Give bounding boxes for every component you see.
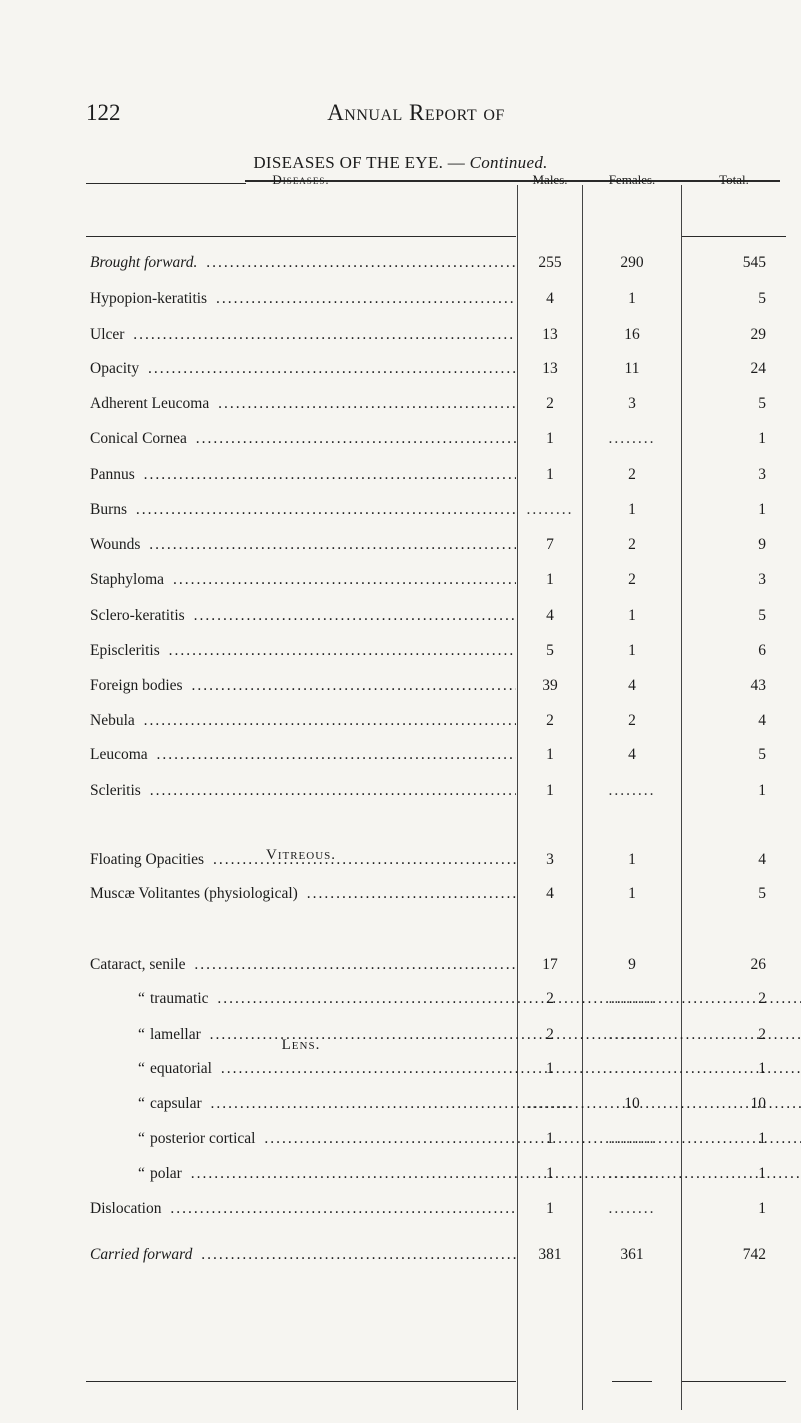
- table-row: [0, 1095, 801, 1123]
- cell-females: 1: [628, 290, 636, 307]
- table-row: [0, 782, 801, 810]
- cell-females: 361: [620, 1246, 644, 1263]
- cell-total-value: 2: [758, 1026, 766, 1043]
- cell-total-value: 1: [758, 501, 766, 518]
- row-label: [90, 326, 516, 344]
- row-label: [138, 1130, 576, 1148]
- cell-males: 39: [542, 677, 558, 694]
- header-rule-totals: [682, 236, 786, 237]
- cell-total: [682, 746, 786, 764]
- row-label: [90, 571, 516, 589]
- cell-total: [682, 1246, 786, 1264]
- row-label: [90, 712, 516, 730]
- cell-total-value: 5: [758, 395, 766, 412]
- cell-total: [682, 677, 786, 695]
- table-row: [0, 1200, 801, 1228]
- cell-total-value: 43: [750, 677, 766, 694]
- row-label: [90, 746, 516, 764]
- row-label-text: Muscæ Volitantes (physiological): [90, 885, 301, 902]
- table-row: [0, 290, 801, 318]
- row-label: [90, 536, 516, 554]
- cell-total-value: 3: [758, 571, 766, 588]
- table-row: [0, 326, 801, 354]
- cell-males: 1: [546, 571, 554, 588]
- cell-total: [682, 607, 786, 625]
- row-label-text: Cataract, senile: [90, 956, 189, 973]
- cell-total-value: 1: [758, 1165, 766, 1182]
- cell-total-value: 1: [758, 1060, 766, 1077]
- page-number: 122: [86, 100, 121, 125]
- row-label: [90, 1246, 516, 1264]
- table-row: [0, 607, 801, 635]
- row-label-text: Nebula: [90, 712, 138, 729]
- running-title: Annual Report of: [327, 100, 505, 125]
- footer-rule-females: [612, 1381, 652, 1382]
- cell-total-value: 6: [758, 642, 766, 659]
- section-heading-lens: Lens.: [281, 1037, 321, 1053]
- cell-females: 3: [628, 395, 636, 412]
- row-label-text: capsular: [150, 1095, 205, 1112]
- row-label: [90, 501, 516, 519]
- row-label: [138, 990, 576, 1008]
- cell-total: [682, 466, 786, 484]
- table-row: [0, 885, 801, 913]
- cell-females: 290: [620, 254, 644, 271]
- row-label: [90, 607, 516, 625]
- cell-males: 3: [546, 851, 554, 868]
- cell-total: [682, 1060, 786, 1078]
- row-label: [90, 956, 516, 974]
- cell-females: 10: [624, 1095, 640, 1112]
- cell-females: 2: [628, 466, 636, 483]
- column-header-total: Total.: [719, 172, 749, 187]
- table-row: [0, 1060, 801, 1088]
- row-label: [90, 885, 516, 903]
- table-row: [0, 395, 801, 423]
- row-label-text: Hypopion-keratitis: [90, 290, 210, 307]
- table-row: [0, 466, 801, 494]
- cell-males: 4: [546, 885, 554, 902]
- cell-total-value: 5: [758, 746, 766, 763]
- cell-total: [682, 885, 786, 903]
- row-label: [90, 430, 516, 448]
- table-row: [0, 712, 801, 740]
- cell-males: 2: [546, 395, 554, 412]
- row-label: [138, 1165, 576, 1183]
- cell-males: 2: [546, 1026, 554, 1043]
- row-label-text: Pannus: [90, 466, 138, 483]
- footer-rule-diseases: [86, 1381, 516, 1382]
- row-label: [138, 1026, 576, 1044]
- cell-total: [682, 1200, 786, 1218]
- table-row: [0, 956, 801, 984]
- cell-females: ........: [608, 1200, 656, 1217]
- table-title-continued: Continued.: [469, 153, 548, 172]
- row-label: [90, 254, 516, 272]
- cell-females: ........: [608, 782, 656, 799]
- table-title-main: DISEASES OF THE EYE. —: [253, 153, 466, 172]
- cell-males: 1: [546, 1060, 554, 1077]
- cell-females: 2: [628, 571, 636, 588]
- cell-total-value: 2: [758, 990, 766, 1007]
- cell-males: 381: [538, 1246, 562, 1263]
- cell-total-value: 5: [758, 607, 766, 624]
- cell-total: [682, 290, 786, 308]
- footer-rule-total: [682, 1381, 786, 1382]
- cell-total: [682, 990, 786, 1008]
- cell-females: 1: [628, 501, 636, 518]
- table-row: [0, 1165, 801, 1193]
- row-label: [90, 782, 516, 800]
- row-label-text: posterior cortical: [150, 1130, 258, 1147]
- cell-males: 1: [546, 746, 554, 763]
- row-label: [90, 290, 516, 308]
- cell-females: 16: [624, 326, 640, 343]
- cell-males: 1: [546, 1165, 554, 1182]
- row-label-text: lamellar: [150, 1026, 204, 1043]
- row-label-text: Ulcer: [90, 326, 127, 343]
- cell-total: [682, 430, 786, 448]
- row-label-text: Scleritis: [90, 782, 144, 799]
- cell-total-value: 1: [758, 1130, 766, 1147]
- cell-females: 1: [628, 607, 636, 624]
- cell-males: 2: [546, 990, 554, 1007]
- ditto-mark: “: [138, 1095, 145, 1112]
- cell-total-value: 545: [742, 254, 766, 271]
- header-rule-diseases: [86, 236, 516, 237]
- ditto-mark: “: [138, 1165, 145, 1182]
- table-row: [0, 990, 801, 1018]
- row-label: [90, 395, 516, 413]
- column-header-diseases: Diseases.: [272, 172, 330, 187]
- cell-total-value: 1: [758, 430, 766, 447]
- row-label: [90, 642, 516, 660]
- cell-total-value: 26: [750, 956, 766, 973]
- cell-females: ........: [608, 430, 656, 447]
- cell-males: 1: [546, 782, 554, 799]
- cell-females: ........: [608, 1026, 656, 1043]
- cell-total: [682, 782, 786, 800]
- cell-females: ........: [608, 1130, 656, 1147]
- cell-total: [682, 956, 786, 974]
- row-label-text: Conical Cornea: [90, 430, 190, 447]
- cell-total: [682, 712, 786, 730]
- cell-total-value: 10: [750, 1095, 766, 1112]
- cell-males: 4: [546, 290, 554, 307]
- cell-total-value: 24: [750, 360, 766, 377]
- table-row: [0, 1026, 801, 1054]
- table-row: [0, 571, 801, 599]
- row-label-text: polar: [150, 1165, 185, 1182]
- cell-total: [682, 642, 786, 660]
- table-row: [0, 360, 801, 388]
- row-carried-forward: [0, 1246, 801, 1274]
- table-row: [0, 430, 801, 458]
- cell-total: [682, 501, 786, 519]
- row-label: [90, 677, 516, 695]
- cell-males: 1: [546, 430, 554, 447]
- table-row: [0, 1130, 801, 1158]
- table-row: [0, 746, 801, 774]
- cell-total: [682, 1026, 786, 1044]
- column-header-males: Males.: [532, 172, 568, 187]
- cell-total-value: 742: [742, 1246, 766, 1263]
- cell-females: 4: [628, 746, 636, 763]
- cell-females: 2: [628, 712, 636, 729]
- cell-total: [682, 395, 786, 413]
- table-row: [0, 677, 801, 705]
- row-label: [138, 1060, 576, 1078]
- row-label-text: Dislocation: [90, 1200, 164, 1217]
- cell-males: ........: [526, 1095, 574, 1112]
- cell-total: [682, 1095, 786, 1113]
- row-label-text: equatorial: [150, 1060, 215, 1077]
- row-label-text: Sclero-keratitis: [90, 607, 188, 624]
- row-brought-forward: [0, 254, 801, 282]
- table-row: [0, 642, 801, 670]
- cell-total: [682, 851, 786, 869]
- row-label: [138, 1095, 576, 1113]
- cell-males: ........: [526, 501, 574, 518]
- cell-males: 7: [546, 536, 554, 553]
- row-label-text: Opacity: [90, 360, 142, 377]
- cell-total: [682, 1130, 786, 1148]
- cell-females: 1: [628, 851, 636, 868]
- row-label: [90, 466, 516, 484]
- row-label-text: Wounds: [90, 536, 143, 553]
- cell-females: ........: [608, 1060, 656, 1077]
- table-row: [0, 851, 801, 879]
- row-label-text: Foreign bodies: [90, 677, 186, 694]
- row-label-text: traumatic: [150, 990, 212, 1007]
- cell-total-value: 29: [750, 326, 766, 343]
- cell-total-value: 5: [758, 290, 766, 307]
- cell-females: 2: [628, 536, 636, 553]
- row-label-text: Episcleritis: [90, 642, 163, 659]
- row-label-text: Adherent Leucoma: [90, 395, 212, 412]
- cell-females: 9: [628, 956, 636, 973]
- table-title: [0, 153, 801, 173]
- cell-total-value: 4: [758, 712, 766, 729]
- cell-total: [682, 360, 786, 378]
- row-label: [90, 360, 516, 378]
- cell-total-value: 5: [758, 885, 766, 902]
- ditto-mark: “: [138, 1060, 145, 1077]
- cell-males: 17: [542, 956, 558, 973]
- row-label-text: Burns: [90, 501, 130, 518]
- cell-males: 1: [546, 1130, 554, 1147]
- cell-males: 5: [546, 642, 554, 659]
- row-label-text: Leucoma: [90, 746, 151, 763]
- cell-males: 4: [546, 607, 554, 624]
- cell-females: 1: [628, 642, 636, 659]
- cell-males: 255: [538, 254, 562, 271]
- row-label-text: Floating Opacities: [90, 851, 207, 868]
- row-label-text: Brought forward.: [90, 254, 200, 271]
- section-heading-vitreous: Vitreous.: [265, 847, 337, 863]
- cell-females: ........: [608, 1165, 656, 1182]
- cell-total: [682, 326, 786, 344]
- cell-females: ........: [608, 990, 656, 1007]
- cell-total-value: 1: [758, 782, 766, 799]
- page-header: [86, 100, 746, 134]
- cell-total-value: 1: [758, 1200, 766, 1217]
- cell-males: 13: [542, 360, 558, 377]
- cell-total-value: 3: [758, 466, 766, 483]
- cell-males: 2: [546, 712, 554, 729]
- cell-males: 1: [546, 466, 554, 483]
- ditto-mark: “: [138, 990, 145, 1007]
- cell-total-value: 4: [758, 851, 766, 868]
- ditto-mark: “: [138, 1026, 145, 1043]
- cell-total: [682, 571, 786, 589]
- cell-total-value: 9: [758, 536, 766, 553]
- cell-males: 13: [542, 326, 558, 343]
- row-label: [90, 1200, 516, 1218]
- cell-total: [682, 254, 786, 272]
- table-row: [0, 501, 801, 529]
- column-header-females: Females.: [608, 172, 656, 187]
- cell-males: 1: [546, 1200, 554, 1217]
- cell-total: [682, 536, 786, 554]
- cell-females: 4: [628, 677, 636, 694]
- row-label: [90, 851, 516, 869]
- cell-females: 11: [624, 360, 640, 377]
- cell-females: 1: [628, 885, 636, 902]
- row-label-text: Staphyloma: [90, 571, 167, 588]
- cell-total: [682, 1165, 786, 1183]
- row-label-text: Carried forward: [90, 1246, 195, 1263]
- ditto-mark: “: [138, 1130, 145, 1147]
- table-row: [0, 536, 801, 564]
